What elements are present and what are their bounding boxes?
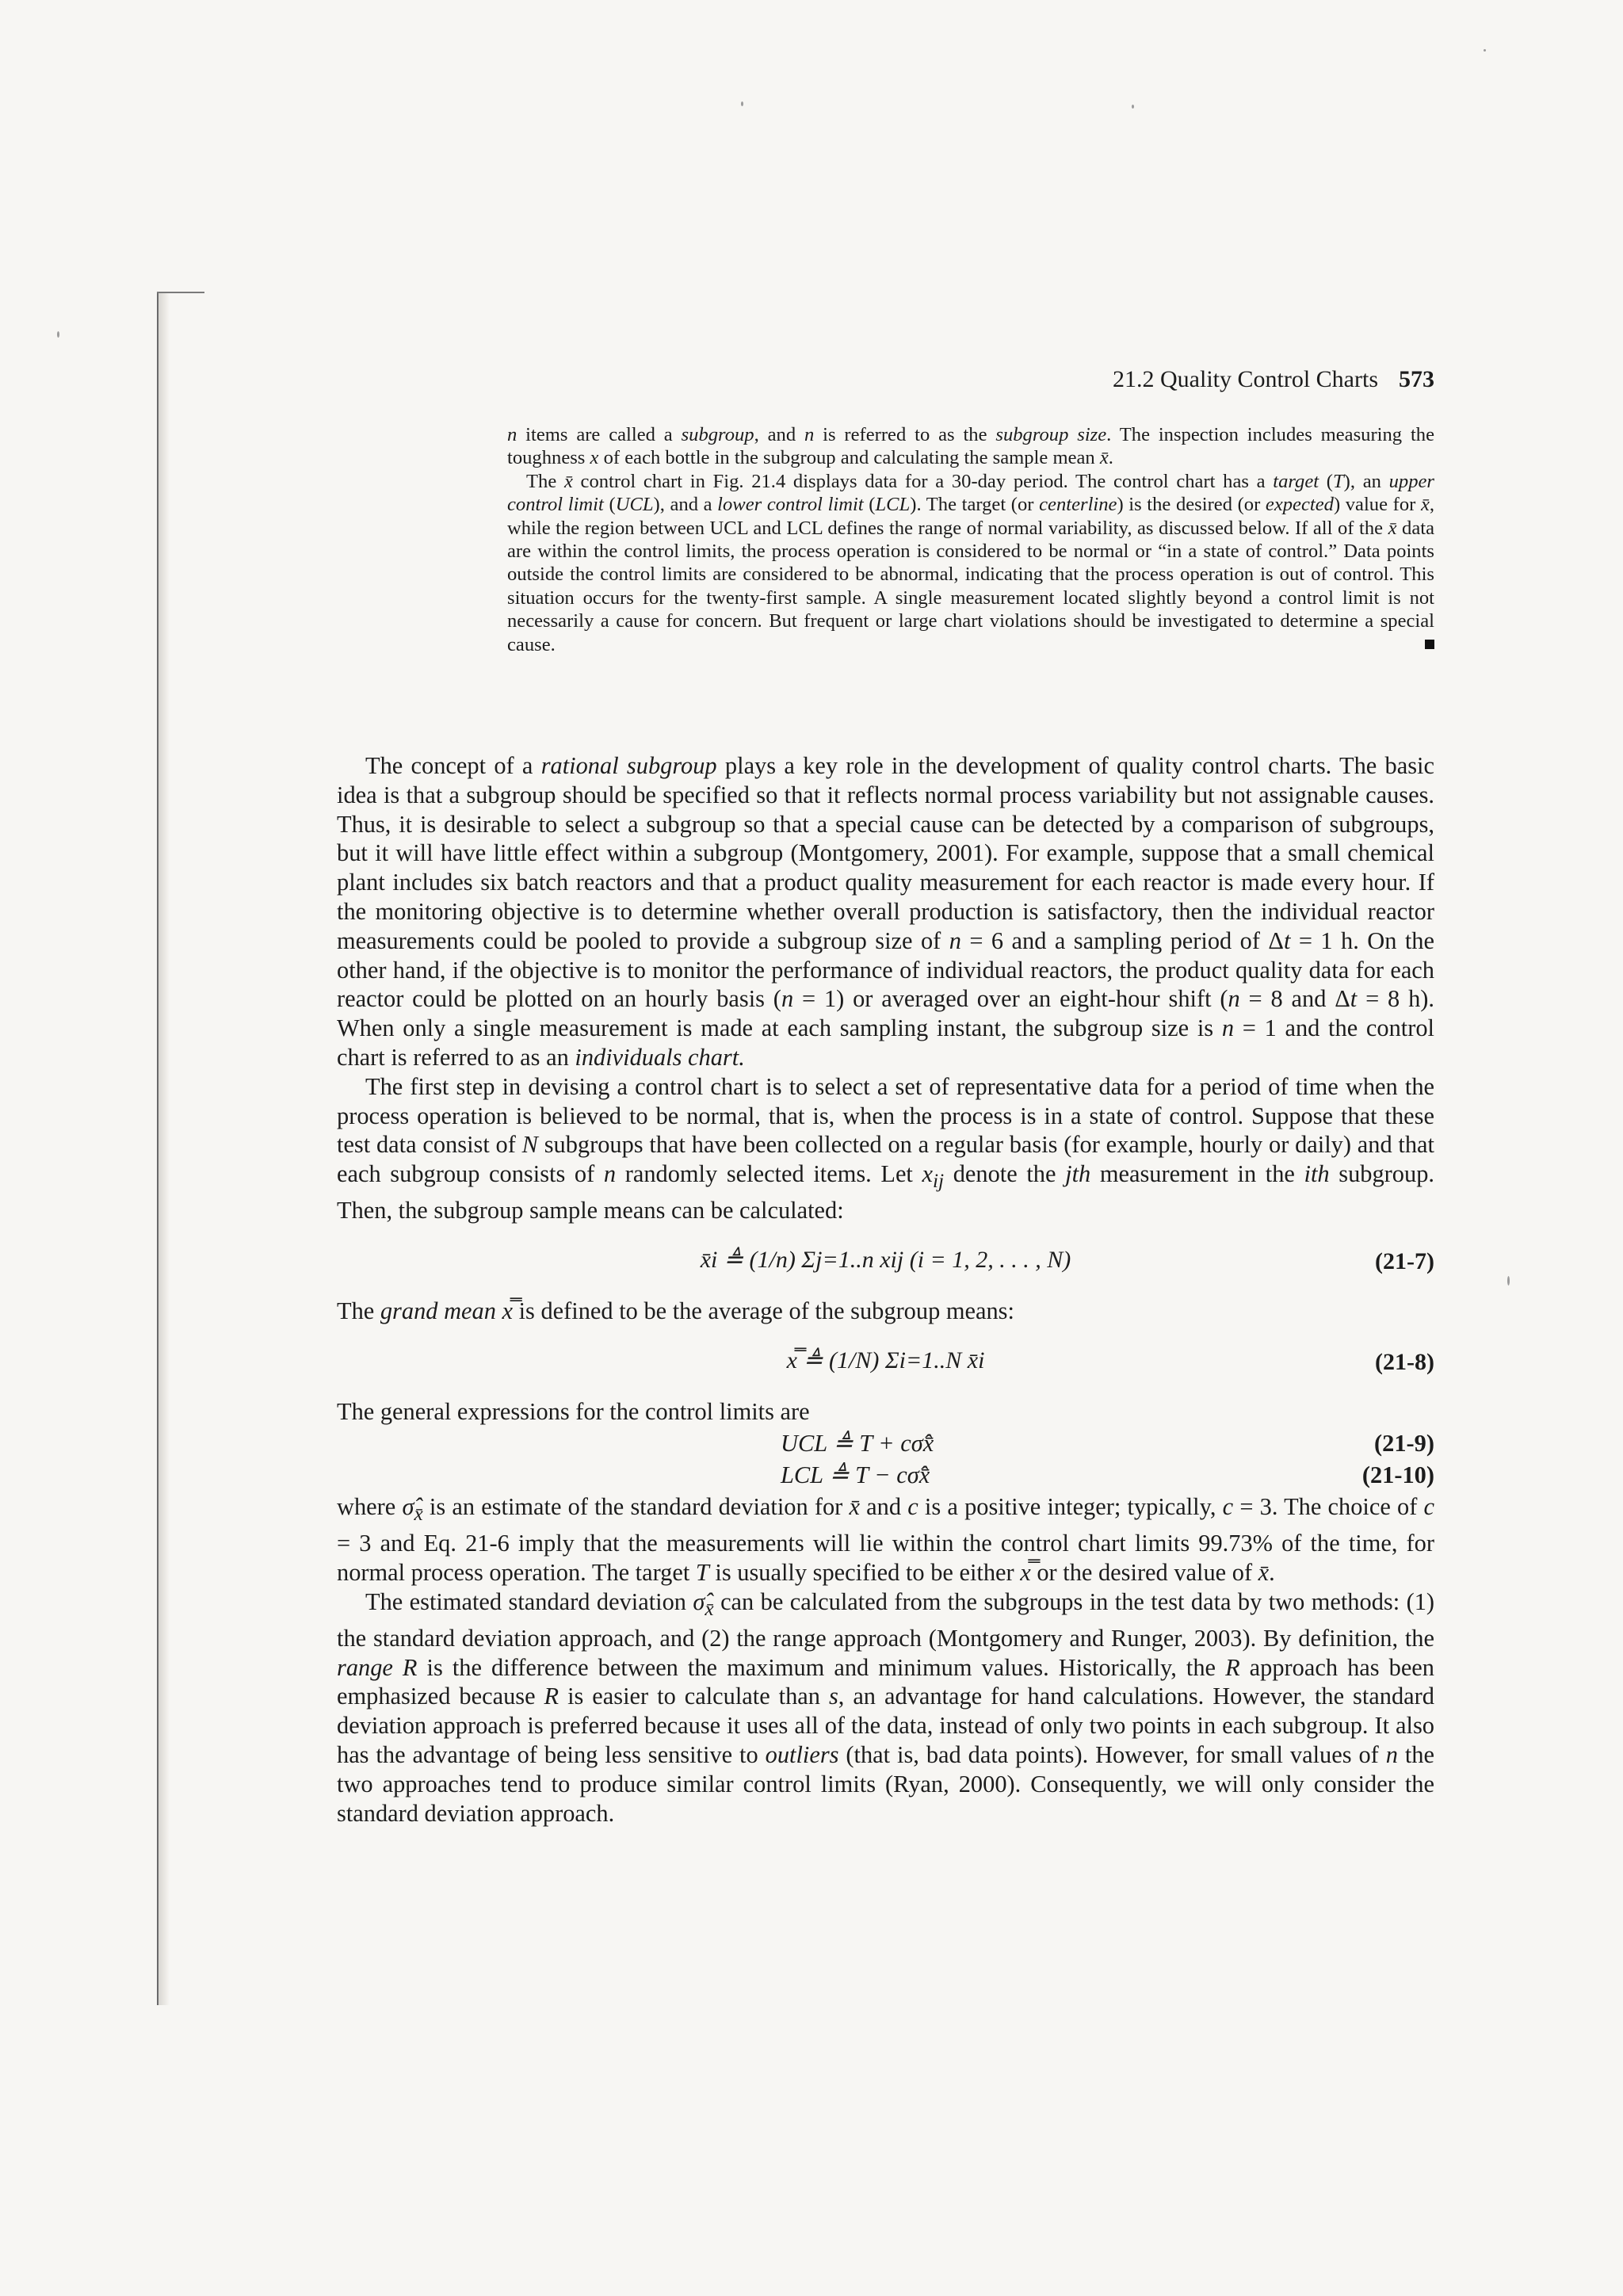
scan-page-edge xyxy=(157,292,170,2005)
scan-speck xyxy=(741,101,743,106)
section-title: 21.2 Quality Control Charts xyxy=(1113,366,1378,392)
equation-expression: x̄i ≜ (1/n) Σj=1..n xij (i = 1, 2, . . . , N) xyxy=(700,1246,1071,1273)
example-paragraph-2: The x̄ control chart in Fig. 21.4 displays data for a 30-day period. The control chart has a target (T), an upper control limit (UCL), and a lower control limit (LCL). The target (or centerline) is the desired (or expected) value for x̄, while the region between UCL and LCL defines the range of normal variability, as discussed below. If all of the x̄ data are within the control limits, the process operation is considered to be normal or “in a state of control.” Data points outside the control limits are considered to be abnormal, indicating that the process operation is out of control. This situation occurs for the twenty-first sample. A single measurement located slightly beyond a control limit is not necessarily a cause for concern. But frequent or large chart violations should be investigated to determine a special cause. xyxy=(507,470,1435,655)
paragraph-estimation-methods: The estimated standard deviation $\sigmâ_{x̄}$ can be calculated from the subgroups in the test data by two methods: (1) the standard deviation approach, and (2) the range approach (Montgomery and Runger, 2003). By definition, the range R is the difference between the maximum and minimum values. Historically, the R approach has been emphasized because R is easier to calculate than s, an advantage for hand calculations. However, the standard deviation approach is preferred because it uses all of the data, instead of only two points in each subgroup. It also has the advantage of being less sensitive to outliers (that is, bad data points). However, for small values of n the two approaches tend to produce similar control limits (Ryan, 2000). Consequently, we will only consider the standard deviation approach. xyxy=(337,1587,1435,1827)
page-number: 573 xyxy=(1399,366,1434,392)
equation-number: (21-9) xyxy=(1374,1430,1434,1457)
paragraph-sigma-estimate: where $\sigmâ_{x̄}$ is an estimate of the standard deviation for x̄ and c is a positive integer; typically, c = 3. The choice of c = 3 and Eq. 21-6 imply that the measurements will lie within the control chart limits 99.73% of the time, for normal process operation. The target T is usually specified to be either x̿ or the desired value of x̄. xyxy=(337,1493,1434,1587)
scan-speck xyxy=(1507,1276,1510,1286)
scan-speck xyxy=(1132,105,1134,109)
main-text xyxy=(337,751,1434,1828)
equation-expression: LCL ≜ T − cσ̂x̄ xyxy=(781,1461,930,1489)
paragraph-control-limits: The general expressions for the control limits are xyxy=(337,1397,810,1425)
scan-page-edge-top xyxy=(157,292,204,293)
equation-number: (21-10) xyxy=(1361,1461,1434,1489)
running-head xyxy=(1094,366,1434,393)
example-block xyxy=(507,423,1434,656)
equation-21-7 xyxy=(337,1233,1434,1289)
equation-expression: x̿ ≜ (1/N) Σi=1..N x̄i xyxy=(786,1347,985,1373)
equation-21-8 xyxy=(337,1334,1434,1389)
equation-21-10 xyxy=(337,1457,1434,1489)
scan-speck xyxy=(1484,49,1486,52)
equation-expression: UCL ≜ T + cσ̂x̄ xyxy=(781,1430,934,1457)
equation-number: (21-8) xyxy=(1375,1348,1434,1375)
scan-speck xyxy=(57,331,59,338)
paragraph-first-step: The first step in devising a control chart is to select a set of representative data for a period of time when the process operation is believed to be normal, that is, when the process is in a state of control. Suppose that these test data consist of N subgroups that have been collected on a regular basis (for example, hourly or daily) and that each subgroup consists of n randomly selected items. Let $x_{ij}$ denote the jth measurement in the ith subgroup. Then, the subgroup sample means can be calculated: xyxy=(337,1072,1434,1224)
equation-number: (21-7) xyxy=(1375,1247,1434,1274)
equations-21-9-21-10 xyxy=(337,1426,1434,1492)
end-of-example-mark xyxy=(1425,640,1434,649)
paragraph-rational-subgroup: The concept of a rational subgroup plays a key role in the development of quality control charts. The basic idea is that a subgroup should be specified so that it reflects normal process variability but not assignable causes. Thus, it is desirable to select a subgroup so that a special cause can be detected by a comparison of subgroups, but it will have little effect within a subgroup (Montgomery, 2001). For example, suppose that a small chemical plant includes six batch reactors and that a product quality measurement for each reactor is made every hour. If the monitoring objective is to determine whether overall production is satisfactory, then the individual reactor measurements could be pooled to provide a subgroup size of n = 6 and a sampling period of Δt = 1 h. On the other hand, if the objective is to monitor the performance of individual reactors, the product quality data for each reactor could be plotted on an hourly basis (n = 1) or averaged over an eight-hour shift (n = 8 and Δt = 8 h). When only a single measurement is made at each sampling instant, the subgroup size is n = 1 and the control chart is referred to as an individuals chart. xyxy=(337,752,1434,1071)
example-paragraph-1: n items are called a subgroup, and n is referred to as the subgroup size. The inspection includes measuring the toughness x of each bottle in the subgroup and calculating the sample mean x̄. xyxy=(507,424,1434,469)
equation-21-9 xyxy=(337,1426,1434,1457)
paragraph-grand-mean: The grand mean x̿ is defined to be the average of the subgroup means: xyxy=(337,1297,1014,1324)
